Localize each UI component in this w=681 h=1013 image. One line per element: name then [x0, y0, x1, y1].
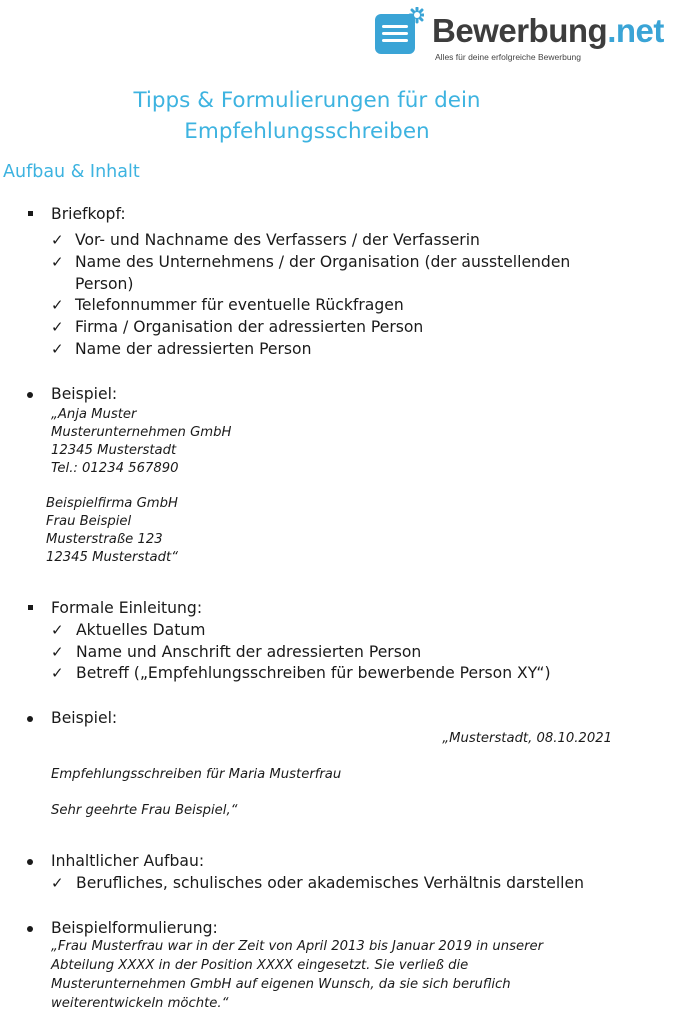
check-icon: ✓ [51, 231, 64, 249]
briefkopf-item-continued: Person) [75, 275, 134, 293]
logo-tagline: Alles für deine erfolgreiche Bewerbung [435, 52, 582, 62]
recipient-line: Beispielfirma GmbH [46, 496, 178, 511]
beispiel-heading: Beispiel: [51, 385, 118, 403]
logo-name: Bewerbung [432, 12, 608, 49]
round-bullet [27, 926, 33, 932]
formulierung-heading: Beispielformulierung: [51, 919, 218, 937]
recipient-line: 12345 Musterstadt“ [46, 550, 178, 565]
aufbau-heading: Inhaltlicher Aufbau: [51, 852, 205, 870]
formulierung-line: Musterunternehmen GmbH auf eigenen Wunsch, da sie sich beruflich [51, 977, 511, 992]
logo-icon [374, 7, 424, 55]
sender-line: 12345 Musterstadt [51, 443, 177, 458]
recipient-line: Musterstraße 123 [46, 532, 163, 547]
logo-wordmark [432, 14, 664, 47]
briefkopf-item: Telefonnummer für eventuelle Rückfragen [75, 296, 404, 314]
check-icon: ✓ [51, 874, 64, 892]
formulierung-line: weiterentwickeln möchte.“ [51, 996, 229, 1011]
square-bullet [28, 605, 33, 610]
check-icon: ✓ [51, 340, 64, 358]
letter-salutation: Sehr geehrte Frau Beispiel,“ [51, 803, 238, 818]
einleitung-item: Betreff („Empfehlungsschreiben für bewerbende Person XY“) [76, 664, 551, 682]
check-icon: ✓ [51, 253, 64, 271]
letter-subject: Empfehlungsschreiben für Maria Musterfrau [51, 767, 342, 782]
sender-line: „Anja Muster [51, 407, 137, 422]
check-icon: ✓ [51, 621, 64, 639]
sender-line: Musterunternehmen GmbH [51, 425, 232, 440]
sender-line: Tel.: 01234 567890 [51, 461, 179, 476]
check-icon: ✓ [51, 296, 64, 314]
letter-date: „Musterstadt, 08.10.2021 [442, 731, 612, 746]
beispiel-heading: Beispiel: [51, 709, 118, 727]
formulierung-line: „Frau Musterfrau war in der Zeit von April 2013 bis Januar 2019 in unserer [51, 939, 544, 954]
check-icon: ✓ [51, 318, 64, 336]
einleitung-heading: Formale Einleitung: [51, 599, 203, 617]
round-bullet [27, 859, 33, 865]
section-heading: Aufbau & Inhalt [3, 162, 140, 182]
briefkopf-heading: Briefkopf: [51, 205, 126, 223]
formulierung-line: Abteilung XXXX in der Position XXXX eingesetzt. Sie verließ die [51, 958, 469, 973]
einleitung-item: Name und Anschrift der adressierten Person [76, 643, 422, 661]
logo-suffix: .net [607, 12, 664, 49]
square-bullet [28, 211, 33, 216]
einleitung-item: Aktuelles Datum [76, 621, 206, 639]
check-icon: ✓ [51, 643, 64, 661]
round-bullet [27, 716, 33, 722]
aufbau-item: Berufliches, schulisches oder akademisches Verhältnis darstellen [76, 874, 584, 892]
page-title-line-2: Empfehlungsschreiben [184, 119, 430, 144]
recipient-line: Frau Beispiel [46, 514, 132, 529]
briefkopf-item: Name der adressierten Person [75, 340, 312, 358]
briefkopf-item: Vor- und Nachname des Verfassers / der Verfasserin [75, 231, 480, 249]
round-bullet [27, 392, 33, 398]
check-icon: ✓ [51, 664, 64, 682]
page-title-line-1: Tipps & Formulierungen für dein [133, 88, 481, 113]
briefkopf-item: Firma / Organisation der adressierten Person [75, 318, 424, 336]
briefkopf-item: Name des Unternehmens / der Organisation (der ausstellenden [75, 253, 571, 271]
